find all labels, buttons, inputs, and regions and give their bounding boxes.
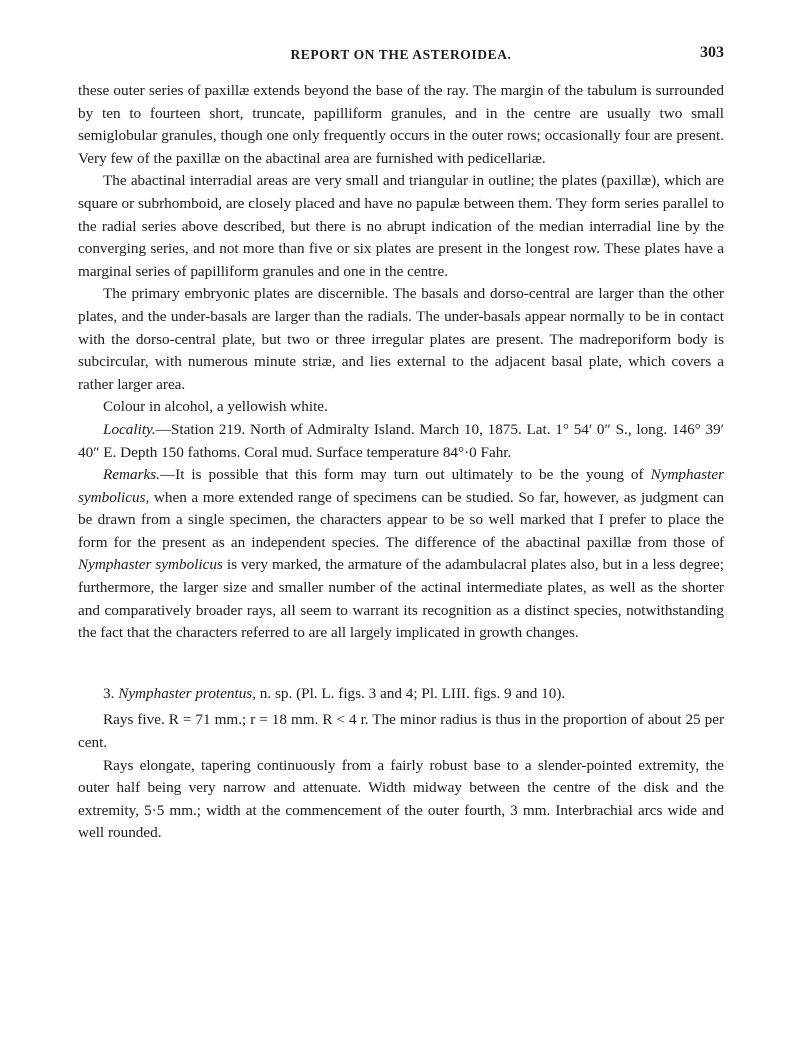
paragraph-interradial-areas: The abactinal interradial areas are very small and triangular in outline; the plates (paxillæ), which are square or subrhomboid, are closely placed and have no papulæ between them. They form series parallel to the radial series above described, but there is no abrupt indication of the median interradial line by the converging series, and not more than five or six plates are present in the longest row. These plates have a marginal series of papilliform granules and one in the centre. [78, 172, 724, 280]
paragraph-remarks [78, 464, 724, 645]
paragraph-locality [78, 419, 724, 464]
remarks-text-1: —It is possible that this form may turn out ultimately to be the young of [159, 466, 651, 484]
remarks-taxon-1: Nymphaster symbolicus, [78, 466, 724, 506]
species-heading [78, 683, 724, 706]
body-text [78, 80, 724, 845]
remarks-label: Remarks. [103, 466, 160, 484]
species-heading-rest: n. sp. (Pl. L. figs. 3 and 4; Pl. LIII. figs. 9 and 10). [256, 684, 566, 702]
paragraph-rays-shape: Rays elongate, tapering continuously from a fairly robust base to a slender-pointed extremity, the outer half being very narrow and attenuate. Width midway between the centre of the disk and the extremity, 5·5 mm.; width at the commencement of the outer fourth, 3 mm. Interbrachial arcs wide and well rounded. [78, 756, 724, 842]
running-title: REPORT ON THE ASTEROIDEA. [290, 47, 512, 62]
running-header [78, 44, 724, 66]
paragraph-embryonic-plates: The primary embryonic plates are discernible. The basals and dorso-central are larger than the other plates, and the under-basals are larger than the radials. The under-basals appear normally to be in contact with the dorso-central plate, but two or three irregular plates are present. The madreporiform body is subcircular, with numerous minute striæ, and lies external to the adjacent basal plate, which covers a rather larger area. [78, 285, 724, 393]
species-number: 3. [103, 684, 115, 702]
remarks-taxon-2: Nymphaster symbolicus [78, 556, 223, 574]
paragraph-colour: Colour in alcohol, a yellowish white. [103, 398, 328, 416]
locality-label: Locality. [103, 420, 156, 438]
locality-text: —Station 219. North of Admiralty Island. March 10, 1875. Lat. 1° 54′ 0″ S., long. 146° 39′ 40″ E. Depth 150 fathoms. Coral mud. Surface temperature 84°·0 Fahr. [78, 420, 724, 461]
paragraph-paxillae-continuation: these outer series of paxillæ extends beyond the base of the ray. The margin of the tabulum is surrounded by ten to fourteen short, truncate, papilliform granules, and in the centre are usually two small semiglobular granules, though one only frequently occurs in the outer rows; occasionally four are present. Very few of the paxillæ on the abactinal area are furnished with pedicellariæ. [78, 82, 724, 167]
paragraph-rays-measurements: Rays five. R = 71 mm.; r = 18 mm. R < 4 r. The minor radius is thus in the proportion of about 25 per cent. [78, 711, 724, 752]
remarks-text-3: is very marked, the armature of the adambulacral plates also, but in a less degree; furthermore, the larger size and smaller number of the actinal intermediate plates, as well as the shorter and comparatively broader rays, all seem to warrant its recognition as a distinct species, notwithstanding the fact that the characters referred to are all largely implicated in growth changes. [78, 556, 724, 642]
page-number: 303 [700, 44, 724, 61]
species-taxon: Nymphaster protentus, [118, 684, 256, 702]
remarks-text-2: when a more extended range of specimens can be studied. So far, however, as judgment can be drawn from a single specimen, the characters appear to be so well marked that I prefer to place the form for the present as an independent species. The difference of the abactinal paxillæ from those of [78, 488, 724, 551]
